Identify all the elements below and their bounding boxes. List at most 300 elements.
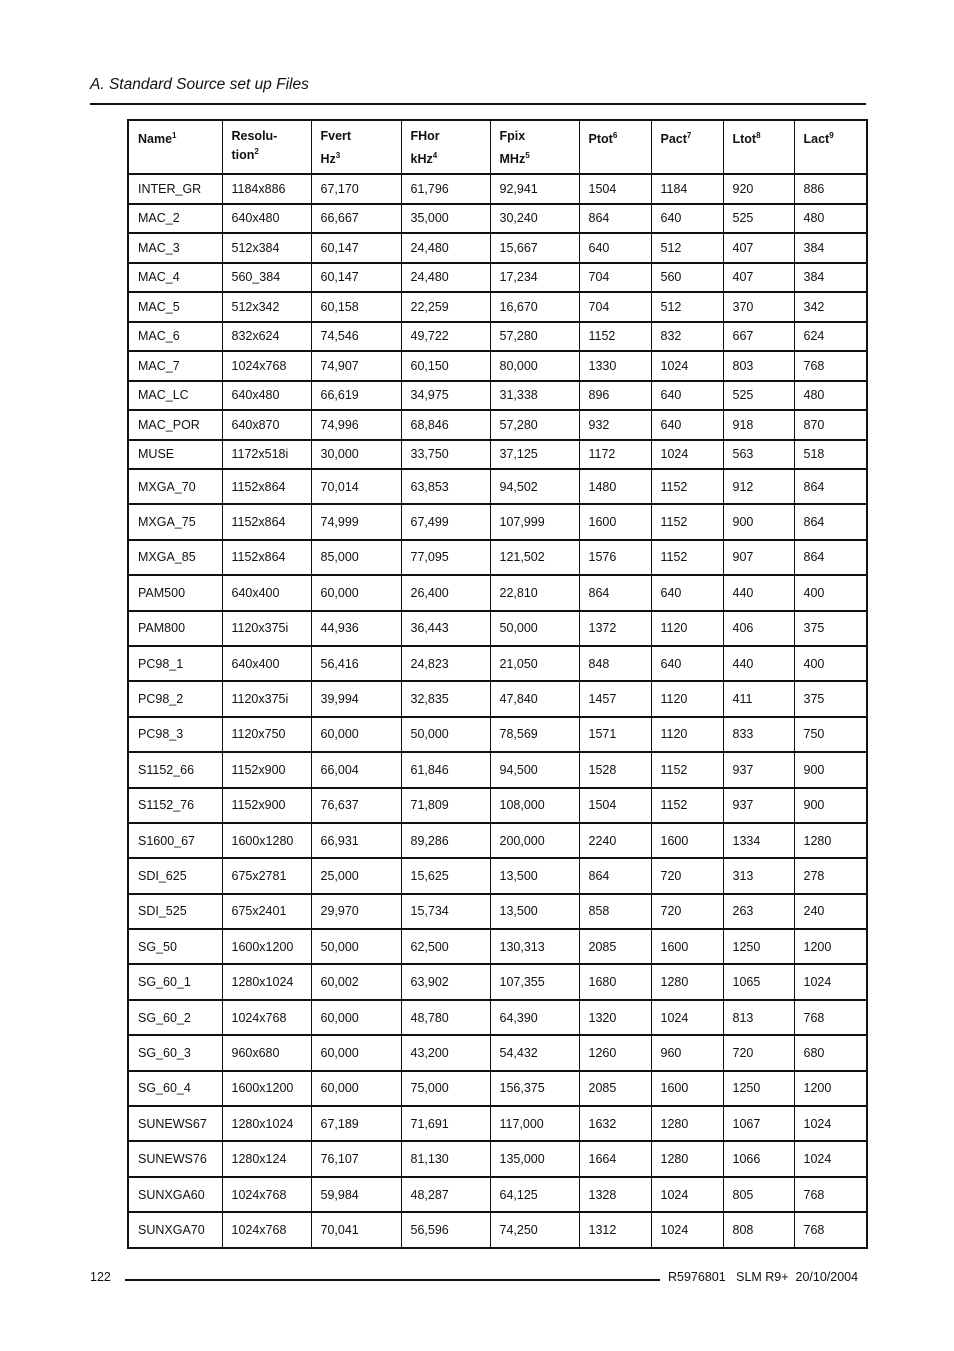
table-cell: SDI_625 xyxy=(128,858,222,893)
table-cell: 26,400 xyxy=(401,575,490,610)
footnote-marker: 6 xyxy=(612,131,618,140)
table-row xyxy=(128,929,867,964)
source-setup-table xyxy=(127,119,868,1249)
column-header-label: Ptot xyxy=(588,132,613,147)
table-cell: 900 xyxy=(723,504,794,539)
header-divider xyxy=(90,103,866,105)
table-cell: MXGA_85 xyxy=(128,540,222,575)
table-row xyxy=(128,646,867,681)
table-cell: 1120x750 xyxy=(222,717,311,752)
table-row xyxy=(128,611,867,646)
document-reference: R5976801 SLM R9+ 20/10/2004 xyxy=(668,1270,859,1284)
table-cell: 704 xyxy=(579,292,651,322)
table-cell: 50,000 xyxy=(311,929,401,964)
footnote-marker: 5 xyxy=(525,151,530,160)
table-cell: 1200 xyxy=(794,1071,867,1106)
table-cell: 13,500 xyxy=(490,858,579,893)
table-cell: 1120 xyxy=(651,681,723,716)
table-cell: 60,000 xyxy=(311,1071,401,1106)
table-cell: 640 xyxy=(579,233,651,263)
table-cell: 1152 xyxy=(651,788,723,823)
table-cell: 808 xyxy=(723,1212,794,1247)
table-cell: 60,147 xyxy=(311,263,401,293)
table-cell: 384 xyxy=(794,263,867,293)
table-cell: 1024 xyxy=(794,1141,867,1176)
table-cell: 525 xyxy=(723,381,794,411)
table-cell: 76,107 xyxy=(311,1141,401,1176)
page-number: 122 xyxy=(90,1270,111,1284)
table-cell: 900 xyxy=(794,788,867,823)
table-cell: 60,158 xyxy=(311,292,401,322)
table-cell: SG_60_3 xyxy=(128,1035,222,1070)
table-cell: 1184 xyxy=(651,174,723,204)
table-cell: 49,722 xyxy=(401,322,490,352)
table-cell: 440 xyxy=(723,646,794,681)
table-cell: 1320 xyxy=(579,1000,651,1035)
table-cell: 17,234 xyxy=(490,263,579,293)
table-cell: 94,500 xyxy=(490,752,579,787)
footnote-marker: 3 xyxy=(335,151,341,160)
table-cell: 66,004 xyxy=(311,752,401,787)
table-cell: PAM800 xyxy=(128,611,222,646)
table-cell: 30,240 xyxy=(490,204,579,234)
table-cell: 1152 xyxy=(579,322,651,352)
table-cell: 71,691 xyxy=(401,1106,490,1141)
table-cell: MAC_3 xyxy=(128,233,222,263)
table-cell: 24,480 xyxy=(401,233,490,263)
table-cell: 870 xyxy=(794,410,867,440)
table-cell: 1200 xyxy=(794,929,867,964)
table-cell: 75,000 xyxy=(401,1071,490,1106)
table-cell: 411 xyxy=(723,681,794,716)
table-cell: 640 xyxy=(651,204,723,234)
table-cell: 640x400 xyxy=(222,646,311,681)
table-row xyxy=(128,351,867,381)
table-cell: MXGA_75 xyxy=(128,504,222,539)
table-cell: 63,902 xyxy=(401,964,490,999)
table-cell: 560_384 xyxy=(222,263,311,293)
table-cell: 1372 xyxy=(579,611,651,646)
table-cell: 1280x1024 xyxy=(222,964,311,999)
table-cell: 34,975 xyxy=(401,381,490,411)
table-cell: 563 xyxy=(723,440,794,470)
table-cell: 768 xyxy=(794,1000,867,1035)
table-cell: 1172 xyxy=(579,440,651,470)
table-cell: 640x870 xyxy=(222,410,311,440)
table-cell: INTER_GR xyxy=(128,174,222,204)
table-row xyxy=(128,440,867,470)
column-header-label: FHor xyxy=(410,129,440,143)
table-cell: 960x680 xyxy=(222,1035,311,1070)
table-cell: 2240 xyxy=(579,823,651,858)
table-cell: 1152 xyxy=(651,540,723,575)
table-cell: SUNXGA60 xyxy=(128,1177,222,1212)
table-cell: 1250 xyxy=(723,929,794,964)
table-cell: 1152x864 xyxy=(222,469,311,504)
table-cell: 66,619 xyxy=(311,381,401,411)
table-cell: 1250 xyxy=(723,1071,794,1106)
table-cell: 50,000 xyxy=(490,611,579,646)
table-cell: 32,835 xyxy=(401,681,490,716)
table-row xyxy=(128,410,867,440)
table-cell: 525 xyxy=(723,204,794,234)
column-header xyxy=(579,120,651,174)
table-cell: 1600 xyxy=(651,1071,723,1106)
table-cell: 480 xyxy=(794,381,867,411)
table-row xyxy=(128,263,867,293)
table-cell: 640x480 xyxy=(222,204,311,234)
table-cell: 57,280 xyxy=(490,410,579,440)
table-cell: 1600 xyxy=(651,823,723,858)
table-cell: 640x480 xyxy=(222,381,311,411)
table-cell: 56,596 xyxy=(401,1212,490,1247)
table-cell: 68,846 xyxy=(401,410,490,440)
table-cell: 384 xyxy=(794,233,867,263)
table-cell: 1480 xyxy=(579,469,651,504)
table-cell: 1172x518i xyxy=(222,440,311,470)
table-cell: 858 xyxy=(579,894,651,929)
column-unit xyxy=(411,148,490,167)
table-row xyxy=(128,1071,867,1106)
table-cell: 15,667 xyxy=(490,233,579,263)
table-cell: MAC_6 xyxy=(128,322,222,352)
table-cell: 1024 xyxy=(651,1177,723,1212)
table-cell: 39,994 xyxy=(311,681,401,716)
table-cell: PC98_3 xyxy=(128,717,222,752)
footnote-marker: 9 xyxy=(829,131,834,140)
table-cell: 407 xyxy=(723,263,794,293)
table-cell: 886 xyxy=(794,174,867,204)
table-row xyxy=(128,1000,867,1035)
table-cell: 1024x768 xyxy=(222,1177,311,1212)
table-cell: 117,000 xyxy=(490,1106,579,1141)
table-cell: 1120x375i xyxy=(222,681,311,716)
table-cell: 720 xyxy=(723,1035,794,1070)
table-cell: 1664 xyxy=(579,1141,651,1176)
table-cell: 640x400 xyxy=(222,575,311,610)
table-cell: 74,996 xyxy=(311,410,401,440)
footnote-marker: 7 xyxy=(686,131,692,140)
table-cell: 67,170 xyxy=(311,174,401,204)
table-cell: 1334 xyxy=(723,823,794,858)
table-cell: 77,095 xyxy=(401,540,490,575)
table-cell: 896 xyxy=(579,381,651,411)
table-cell: 108,000 xyxy=(490,788,579,823)
table-cell: 66,667 xyxy=(311,204,401,234)
table-cell: 61,796 xyxy=(401,174,490,204)
table-cell: 85,000 xyxy=(311,540,401,575)
table-cell: 1024 xyxy=(651,440,723,470)
table-cell: 907 xyxy=(723,540,794,575)
table-cell: 864 xyxy=(579,204,651,234)
table-cell: 407 xyxy=(723,233,794,263)
table-cell: 1152 xyxy=(651,469,723,504)
table-cell: 1024x768 xyxy=(222,1000,311,1035)
table-cell: SUNEWS67 xyxy=(128,1106,222,1141)
table-cell: 1632 xyxy=(579,1106,651,1141)
table-cell: 92,941 xyxy=(490,174,579,204)
table-cell: 400 xyxy=(794,646,867,681)
table-row xyxy=(128,752,867,787)
table-cell: 803 xyxy=(723,351,794,381)
table-cell: 937 xyxy=(723,788,794,823)
table-cell: 43,200 xyxy=(401,1035,490,1070)
table-cell: 16,670 xyxy=(490,292,579,322)
table-cell: SUNEWS76 xyxy=(128,1141,222,1176)
table-cell: 135,000 xyxy=(490,1141,579,1176)
table-cell: 640 xyxy=(651,575,723,610)
table-cell: 64,125 xyxy=(490,1177,579,1212)
table-cell: MAC_7 xyxy=(128,351,222,381)
table-cell: 74,546 xyxy=(311,322,401,352)
table-row xyxy=(128,174,867,204)
table-cell: 22,259 xyxy=(401,292,490,322)
table-cell: 76,637 xyxy=(311,788,401,823)
table-cell: 1024 xyxy=(651,1212,723,1247)
table-row xyxy=(128,233,867,263)
table-cell: 1024 xyxy=(651,351,723,381)
table-cell: 864 xyxy=(579,858,651,893)
column-unit-label: kHz xyxy=(410,152,433,167)
table-cell: 864 xyxy=(579,575,651,610)
table-cell: 74,250 xyxy=(490,1212,579,1247)
table-cell: 25,000 xyxy=(311,858,401,893)
table-cell: 833 xyxy=(723,717,794,752)
table-cell: 80,000 xyxy=(490,351,579,381)
table-row xyxy=(128,717,867,752)
table-cell: 900 xyxy=(794,752,867,787)
table-cell: 1024 xyxy=(794,1106,867,1141)
table-cell: 50,000 xyxy=(401,717,490,752)
table-cell: 60,000 xyxy=(311,717,401,752)
table-cell: PC98_1 xyxy=(128,646,222,681)
table-row xyxy=(128,540,867,575)
table-cell: 1120x375i xyxy=(222,611,311,646)
table-cell: SUNXGA70 xyxy=(128,1212,222,1247)
table-cell: 1457 xyxy=(579,681,651,716)
table-cell: 15,734 xyxy=(401,894,490,929)
column-header xyxy=(311,120,401,174)
table-cell: 21,050 xyxy=(490,646,579,681)
footer-divider xyxy=(125,1279,660,1281)
table-cell: MAC_LC xyxy=(128,381,222,411)
table-cell: 406 xyxy=(723,611,794,646)
table-cell: 832x624 xyxy=(222,322,311,352)
table-cell: 130,313 xyxy=(490,929,579,964)
table-cell: 1024 xyxy=(651,1000,723,1035)
table-cell: 1280 xyxy=(651,964,723,999)
table-cell: 36,443 xyxy=(401,611,490,646)
table-cell: 932 xyxy=(579,410,651,440)
column-header-label: Ltot xyxy=(732,132,757,147)
table-cell: 56,416 xyxy=(311,646,401,681)
column-unit-label: MHz xyxy=(499,152,526,167)
table-cell: S1152_76 xyxy=(128,788,222,823)
table-row xyxy=(128,469,867,504)
table-cell: 560 xyxy=(651,263,723,293)
table-cell: 918 xyxy=(723,410,794,440)
table-cell: 848 xyxy=(579,646,651,681)
table-cell: 57,280 xyxy=(490,322,579,352)
table-cell: 1152 xyxy=(651,752,723,787)
table-cell: 667 xyxy=(723,322,794,352)
table-cell: 1152x900 xyxy=(222,788,311,823)
table-cell: 107,355 xyxy=(490,964,579,999)
table-cell: MUSE xyxy=(128,440,222,470)
table-cell: 81,130 xyxy=(401,1141,490,1176)
table-cell: 512x342 xyxy=(222,292,311,322)
table-cell: 960 xyxy=(651,1035,723,1070)
table-cell: 912 xyxy=(723,469,794,504)
table-cell: 60,000 xyxy=(311,1000,401,1035)
table-cell: 480 xyxy=(794,204,867,234)
column-header-label: Fpix xyxy=(499,129,526,143)
table-cell: 2085 xyxy=(579,929,651,964)
page-header-title: A. Standard Source set up Files xyxy=(90,76,309,93)
column-header-label: Name xyxy=(138,132,173,147)
table-cell: 1280 xyxy=(651,1141,723,1176)
table-cell: 1600x1280 xyxy=(222,823,311,858)
table-cell: 1152x900 xyxy=(222,752,311,787)
table-cell: 24,823 xyxy=(401,646,490,681)
column-header xyxy=(651,120,723,174)
table-cell: 1260 xyxy=(579,1035,651,1070)
table-cell: 71,809 xyxy=(401,788,490,823)
table-cell: 13,500 xyxy=(490,894,579,929)
table-cell: MAC_2 xyxy=(128,204,222,234)
table-cell: PC98_2 xyxy=(128,681,222,716)
footnote-marker: 8 xyxy=(756,131,761,140)
table-cell: 1330 xyxy=(579,351,651,381)
table-cell: 62,500 xyxy=(401,929,490,964)
table-cell: 44,936 xyxy=(311,611,401,646)
table-cell: 60,000 xyxy=(311,1035,401,1070)
table-cell: SG_60_2 xyxy=(128,1000,222,1035)
table-cell: SG_60_4 xyxy=(128,1071,222,1106)
table-cell: 640 xyxy=(651,381,723,411)
table-cell: 24,480 xyxy=(401,263,490,293)
table-cell: 864 xyxy=(794,469,867,504)
table-cell: 1024 xyxy=(794,964,867,999)
table-cell: 70,014 xyxy=(311,469,401,504)
column-header xyxy=(490,120,579,174)
table-cell: 624 xyxy=(794,322,867,352)
table-cell: 2085 xyxy=(579,1071,651,1106)
column-header xyxy=(401,120,490,174)
column-header xyxy=(222,120,311,174)
table-cell: 805 xyxy=(723,1177,794,1212)
table-cell: 60,000 xyxy=(311,575,401,610)
table-cell: 67,189 xyxy=(311,1106,401,1141)
table-cell: 263 xyxy=(723,894,794,929)
table-cell: 1152 xyxy=(651,504,723,539)
table-cell: MAC_5 xyxy=(128,292,222,322)
table-cell: 37,125 xyxy=(490,440,579,470)
table-cell: 66,931 xyxy=(311,823,401,858)
table-cell: 61,846 xyxy=(401,752,490,787)
table-cell: 29,970 xyxy=(311,894,401,929)
table-cell: 60,002 xyxy=(311,964,401,999)
table-cell: 720 xyxy=(651,894,723,929)
column-unit-label: Hz xyxy=(320,152,336,167)
table-cell: 640 xyxy=(651,410,723,440)
table-cell: 1120 xyxy=(651,717,723,752)
table-cell: MAC_POR xyxy=(128,410,222,440)
table-cell: 1152x864 xyxy=(222,540,311,575)
table-cell: 1600 xyxy=(579,504,651,539)
table-cell: 121,502 xyxy=(490,540,579,575)
table-row xyxy=(128,894,867,929)
footnote-marker: 1 xyxy=(172,131,177,140)
table-cell: 1065 xyxy=(723,964,794,999)
table-cell: 920 xyxy=(723,174,794,204)
table-cell: 22,810 xyxy=(490,575,579,610)
table-cell: S1600_67 xyxy=(128,823,222,858)
table-cell: 1328 xyxy=(579,1177,651,1212)
table-cell: 200,000 xyxy=(490,823,579,858)
table-row xyxy=(128,381,867,411)
table-cell: 48,780 xyxy=(401,1000,490,1035)
table-cell: 1312 xyxy=(579,1212,651,1247)
table-cell: 1504 xyxy=(579,174,651,204)
table-cell: 74,907 xyxy=(311,351,401,381)
column-header-label: Pact xyxy=(660,132,687,147)
column-header-label: Fvert xyxy=(320,129,352,143)
table-cell: 33,750 xyxy=(401,440,490,470)
table-cell: 60,150 xyxy=(401,351,490,381)
table-cell: 15,625 xyxy=(401,858,490,893)
table-cell: 864 xyxy=(794,504,867,539)
table-row xyxy=(128,858,867,893)
table-cell: 640 xyxy=(651,646,723,681)
column-header-label: Resolu- tion xyxy=(231,129,278,163)
table-row xyxy=(128,964,867,999)
column-header xyxy=(794,120,867,174)
table-header-row xyxy=(128,120,867,174)
table-row xyxy=(128,681,867,716)
table-cell: 813 xyxy=(723,1000,794,1035)
table-cell: 342 xyxy=(794,292,867,322)
table-cell: MAC_4 xyxy=(128,263,222,293)
table-row xyxy=(128,292,867,322)
table-cell: 94,502 xyxy=(490,469,579,504)
table-cell: 720 xyxy=(651,858,723,893)
table-cell: 1066 xyxy=(723,1141,794,1176)
table-cell: 675x2401 xyxy=(222,894,311,929)
table-cell: 1280x124 xyxy=(222,1141,311,1176)
column-unit xyxy=(321,148,401,167)
table-cell: 1680 xyxy=(579,964,651,999)
column-header xyxy=(723,120,794,174)
table-cell: 74,999 xyxy=(311,504,401,539)
table-cell: SG_60_1 xyxy=(128,964,222,999)
table-cell: 832 xyxy=(651,322,723,352)
column-header-label: Lact xyxy=(803,132,830,147)
table-cell: 370 xyxy=(723,292,794,322)
table-cell: 1280 xyxy=(651,1106,723,1141)
table-cell: 1280x1024 xyxy=(222,1106,311,1141)
table-cell: 512 xyxy=(651,292,723,322)
table-row xyxy=(128,575,867,610)
table-cell: 31,338 xyxy=(490,381,579,411)
table-cell: 937 xyxy=(723,752,794,787)
table-cell: 375 xyxy=(794,611,867,646)
table-cell: 240 xyxy=(794,894,867,929)
table-cell: 440 xyxy=(723,575,794,610)
table-cell: PAM500 xyxy=(128,575,222,610)
table-cell: 1152x864 xyxy=(222,504,311,539)
table-cell: 1120 xyxy=(651,611,723,646)
